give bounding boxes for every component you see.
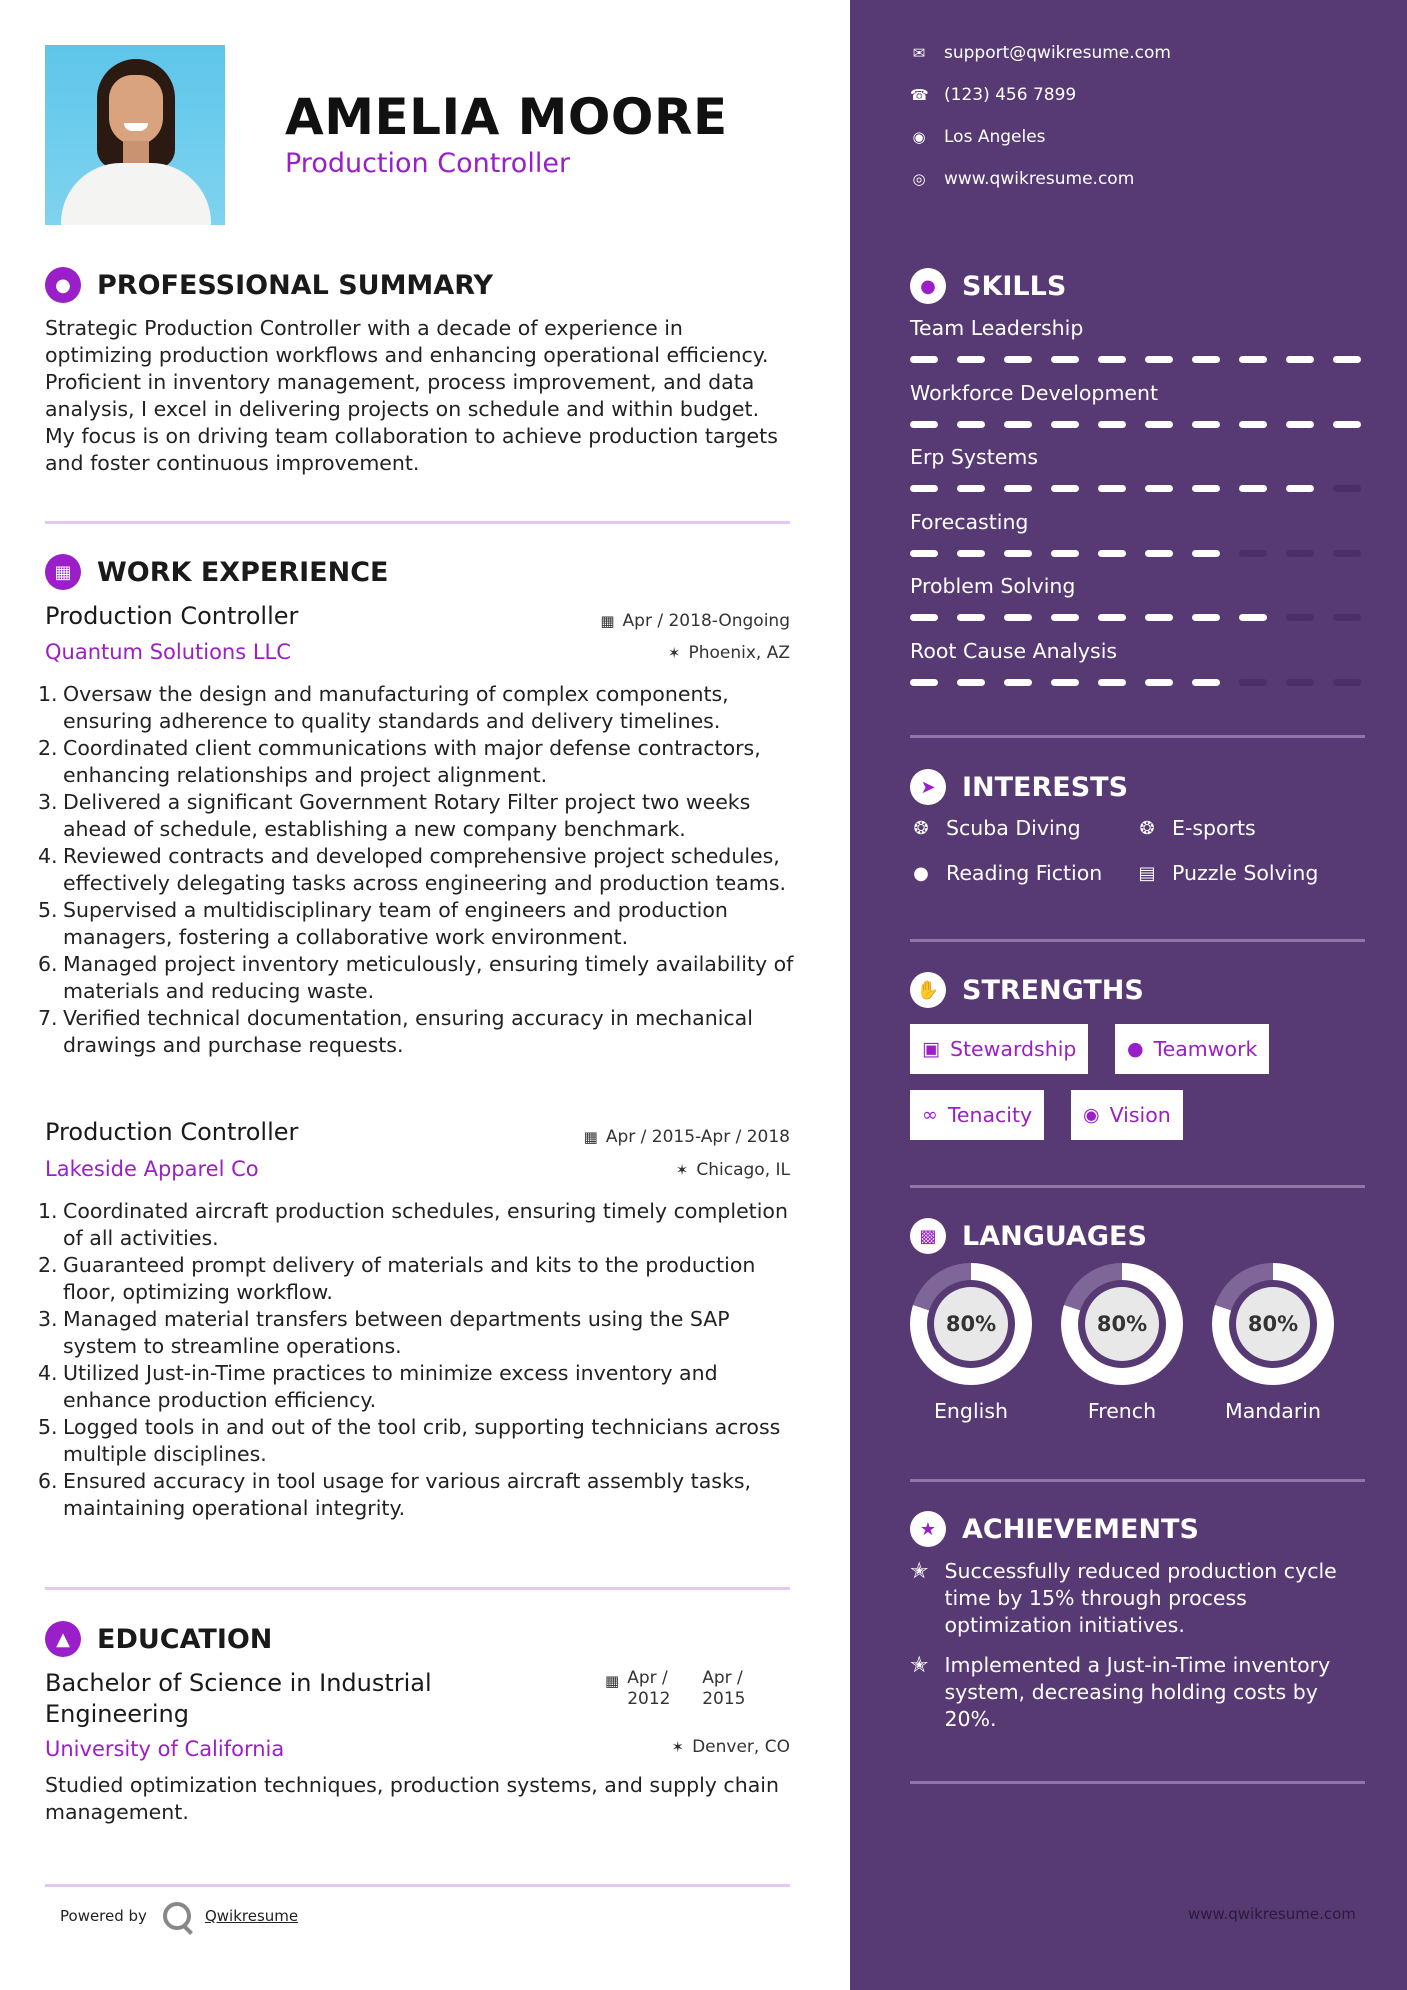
calendar-icon: ▦ [605,1672,620,1690]
skills-title: SKILLS [962,270,1067,302]
skill-level-dot [1286,356,1314,363]
skill-level-dot [1098,679,1126,686]
skill-level-meter [910,421,1380,428]
job-dates-text: Apr / 2015-Apr / 2018 [605,1127,790,1147]
skill-level-dot [1004,421,1032,428]
briefcase-icon: ▣ [922,1038,940,1060]
skill-name: Problem Solving [910,574,1076,598]
book-icon: ▤ [1138,862,1156,884]
skill-name: Team Leadership [910,316,1084,340]
map-pin-icon: ◉ [912,128,926,146]
lightbulb-icon: ● [910,268,946,304]
interests-heading [910,769,1128,805]
language-item [1061,1263,1183,1423]
powered-by-label: Powered by [60,1907,147,1925]
achievement-item: ✭ Implemented a Just-in-Time inventory system, decreasing holding costs by 20%. [910,1653,1331,1731]
education-start: Apr / 2012 [627,1668,671,1709]
education-end: Apr / 2015 [702,1668,746,1709]
skill-level-dot [957,485,985,492]
skill-level-dot [1239,356,1267,363]
skill-name: Root Cause Analysis [910,638,1118,663]
job-location [676,1160,790,1180]
paper-plane-icon: ➤ [910,769,946,805]
section-divider [45,1587,790,1590]
envelope-icon: ✉ [912,44,926,62]
language-item [1212,1263,1334,1423]
skill-level-dot [1004,550,1032,557]
section-divider [910,1185,1365,1188]
skill-level-dot [1239,485,1267,492]
candidate-title: Production Controller [285,148,571,179]
skills-heading [910,268,1066,304]
skill-level-dot [1333,614,1361,621]
skill-level-dot [1239,550,1267,557]
skill-level-dot [1333,550,1361,557]
list-item: 5. Supervised a multidisciplinary team of engineers and production managers, fostering a collaborative work environment. [38,898,728,949]
translate-icon: ▩ [910,1218,946,1254]
list-item: 1. Oversaw the design and manufacturing of complex components, ensuring adherence to quality standards and delivery timelines. [38,682,729,733]
skill-level-dot [910,679,938,686]
job-location-text: Phoenix, AZ [688,643,790,663]
candidate-name: AMELIA MOORE [285,88,728,146]
skill-level-meter [910,614,1380,621]
contact-email[interactable]: ✉ support@qwikresume.com [910,43,1171,63]
lifebuoy-icon: ❂ [913,817,929,839]
profile-photo [45,45,225,225]
list-item: 4. Reviewed contracts and developed comprehensive project schedules, effectively delegating tasks across engineering and production teams. [38,844,787,895]
globe-icon: ◎ [912,170,926,188]
skill-level-dot [910,614,938,621]
skill-level-dot [910,421,938,428]
skill-level-dot [1098,550,1126,557]
skill-level-dot [910,550,938,557]
list-item: 2. Coordinated client communications with major defense contractors, enhancing relationships and project alignment. [38,736,761,787]
skill-level-dot [957,356,985,363]
job-bullets [38,681,798,1059]
skill-level-dot [1098,485,1126,492]
pin-icon: ✶ [675,1161,689,1179]
skill-name: Forecasting [910,509,1029,534]
language-progress-ring [1061,1263,1183,1385]
experience-heading [45,554,388,590]
binoculars-icon: ◉ [1083,1104,1100,1126]
skill-level-dot [1051,550,1079,557]
skill-level-dot [1286,421,1314,428]
link-icon: ∞ [922,1104,938,1126]
powered-by [60,1902,298,1930]
skill-level-meter [910,485,1380,492]
section-divider [910,1479,1365,1482]
lifebuoy-icon: ❂ [1139,817,1155,839]
education-heading [45,1621,272,1657]
calendar-icon: ▦ [583,1128,598,1146]
skill-level-dot [1098,421,1126,428]
skill-level-dot [1333,421,1361,428]
skill-level-dot [1192,614,1220,621]
list-item: 2. Guaranteed prompt delivery of materials and kits to the production floor, optimizing workflow. [38,1253,756,1304]
skill-level-dot [1286,485,1314,492]
skill-level-dot [1286,550,1314,557]
skill-level-dot [1051,356,1079,363]
footer-url[interactable]: www.qwikresume.com [1188,1905,1356,1923]
skill-level-meter [910,356,1380,363]
section-divider [910,735,1365,738]
job-dates [600,611,790,631]
skill-level-dot [1004,614,1032,621]
footer-divider [45,1884,790,1887]
skill-level-dot [1051,485,1079,492]
contact-website[interactable]: ◎ www.qwikresume.com [910,169,1134,189]
skill-level-dot [1098,614,1126,621]
skill-level-dot [1333,485,1361,492]
skill-level-dot [1051,421,1079,428]
job-company: Lakeside Apparel Co [45,1157,259,1181]
list-item: 3. Delivered a significant Government Rotary Filter project two weeks ahead of schedule, establishing a new company benchmark. [38,790,751,841]
pin-icon: ✶ [671,1738,685,1756]
skill-level-dot [957,614,985,621]
skill-level-dot [957,421,985,428]
users-icon: ● [1127,1038,1144,1060]
summary-title: PROFESSIONAL SUMMARY [97,269,494,301]
gamepad-icon: ● [913,862,929,884]
job-title: Production Controller [45,1118,299,1146]
skill-level-dot [1004,356,1032,363]
job-bullets [38,1198,798,1522]
job-location-text: Chicago, IL [696,1160,790,1180]
school-name: University of California [45,1737,285,1761]
section-divider [910,1781,1365,1784]
list-item: 1. Coordinated aircraft production schedules, ensuring timely completion of all activities. [38,1199,788,1250]
contact-phone[interactable]: ☎ (123) 456 7899 [910,85,1077,105]
strength-badge: ∞ Tenacity [910,1090,1044,1140]
skill-level-meter [910,679,1380,686]
language-percent: 80% [1085,1287,1159,1361]
interest-item: ● Reading Fiction [910,861,1102,885]
list-item: 7. Verified technical documentation, ensuring accuracy in mechanical drawings and purchase requests. [38,1006,753,1057]
experience-title: WORK EXPERIENCE [97,556,389,588]
languages-title: LANGUAGES [962,1220,1147,1252]
skill-level-dot [1333,356,1361,363]
list-item: 6. Managed project inventory meticulously, ensuring timely availability of materials and reducing waste. [38,952,794,1003]
skill-level-dot [1145,679,1173,686]
skill-level-dot [1004,679,1032,686]
achievements-title: ACHIEVEMENTS [962,1513,1199,1545]
skill-level-dot [1098,356,1126,363]
list-item: 6. Ensured accuracy in tool usage for various aircraft assembly tasks, maintaining operational integrity. [38,1469,752,1520]
language-name: Mandarin [1225,1399,1321,1423]
star-badge-icon: ★ [910,1511,946,1547]
languages-heading [910,1218,1147,1254]
skill-name: Workforce Development [910,380,1159,405]
skill-name: Erp Systems [910,445,1039,469]
skill-level-dot [1239,421,1267,428]
job-company: Quantum Solutions LLC [45,640,291,664]
list-item: 3. Managed material transfers between departments using the SAP system to streamline operations. [38,1307,730,1358]
stars-icon: ✭ [910,1559,929,1584]
user-icon: ● [45,267,81,303]
education-title: EDUCATION [97,1623,273,1655]
skill-level-dot [1286,679,1314,686]
qwikresume-logo-icon [163,1902,191,1930]
qwikresume-link[interactable]: Qwikresume [204,1907,299,1925]
skill-level-dot [1145,421,1173,428]
skill-level-dot [910,485,938,492]
skill-level-dot [1192,550,1220,557]
education-location-text: Denver, CO [692,1737,790,1757]
job-dates-text: Apr / 2018-Ongoing [622,611,790,631]
skill-level-dot [957,679,985,686]
skill-level-dot [1192,356,1220,363]
list-item: 5. Logged tools in and out of the tool crib, supporting technicians across multiple disciplines. [38,1415,781,1466]
stars-icon: ✭ [910,1653,929,1678]
interests-title: INTERESTS [962,771,1129,803]
skill-level-dot [1145,550,1173,557]
language-percent: 80% [934,1287,1008,1361]
skill-level-dot [1239,614,1267,621]
job-dates [584,1127,790,1147]
skill-level-dot [1145,485,1173,492]
strength-badge: ◉ Vision [1071,1090,1183,1140]
strengths-heading [910,972,1144,1008]
calendar-icon: ▦ [600,612,615,630]
job-location [668,643,790,663]
skill-level-dot [1145,614,1173,621]
education-dates [605,1668,777,1710]
skill-level-dot [1333,679,1361,686]
skill-level-dot [1192,485,1220,492]
achievements-heading [910,1511,1199,1547]
interest-item: ❂ E-sports [1136,816,1256,840]
strengths-title: STRENGTHS [962,974,1144,1006]
skill-level-dot [1286,614,1314,621]
language-name: English [933,1399,1009,1423]
skill-level-dot [957,550,985,557]
skill-level-dot [1239,679,1267,686]
skill-level-meter [910,550,1380,557]
list-item: 4. Utilized Just-in-Time practices to minimize excess inventory and enhance production efficiency. [38,1361,718,1412]
skill-level-dot [1192,679,1220,686]
graduation-cap-icon: ▲ [45,1621,81,1657]
job-title: Production Controller [45,602,299,630]
summary-heading [45,267,493,303]
skill-level-dot [1004,485,1032,492]
education-location [672,1737,790,1757]
language-name: French [1087,1399,1157,1423]
skill-level-dot [1192,421,1220,428]
skill-level-dot [910,356,938,363]
strength-badge: ▣ Stewardship [910,1024,1088,1074]
interest-item: ▤ Puzzle Solving [1136,861,1318,885]
section-divider [910,939,1365,942]
education-description: Studied optimization techniques, production systems, and supply chain management. [45,1773,779,1824]
language-percent: 80% [1236,1287,1310,1361]
fist-icon: ✋ [910,972,946,1008]
interest-item: ❂ Scuba Diving [910,816,1081,840]
pin-icon: ✶ [667,644,681,662]
language-progress-ring [1212,1263,1334,1385]
language-progress-ring [910,1263,1032,1385]
chair-icon: ▦ [45,554,81,590]
degree-title: Bachelor of Science in Industrial Engineering [45,1669,432,1728]
language-item [910,1263,1032,1423]
skill-level-dot [1145,356,1173,363]
achievement-item: ✭ Successfully reduced production cycle time by 15% through process optimization initiatives. [910,1559,1337,1637]
contact-location: ◉ Los Angeles [910,127,1046,147]
section-divider [45,521,790,524]
phone-icon: ☎ [910,86,929,104]
strength-badge: ● Teamwork [1115,1024,1269,1074]
skill-level-dot [1051,614,1079,621]
skill-level-dot [1051,679,1079,686]
sidebar [850,0,1407,1990]
summary-text: Strategic Production Controller with a decade of experience in optimizing production workflows and enhancing operational efficiency. Proficient in inventory management, process improvement, and data analysis, I excel in delivering projects on schedule and within budget. My focus is on driving team collaboration to achieve production targets and foster continuous improvement. [45,316,778,475]
